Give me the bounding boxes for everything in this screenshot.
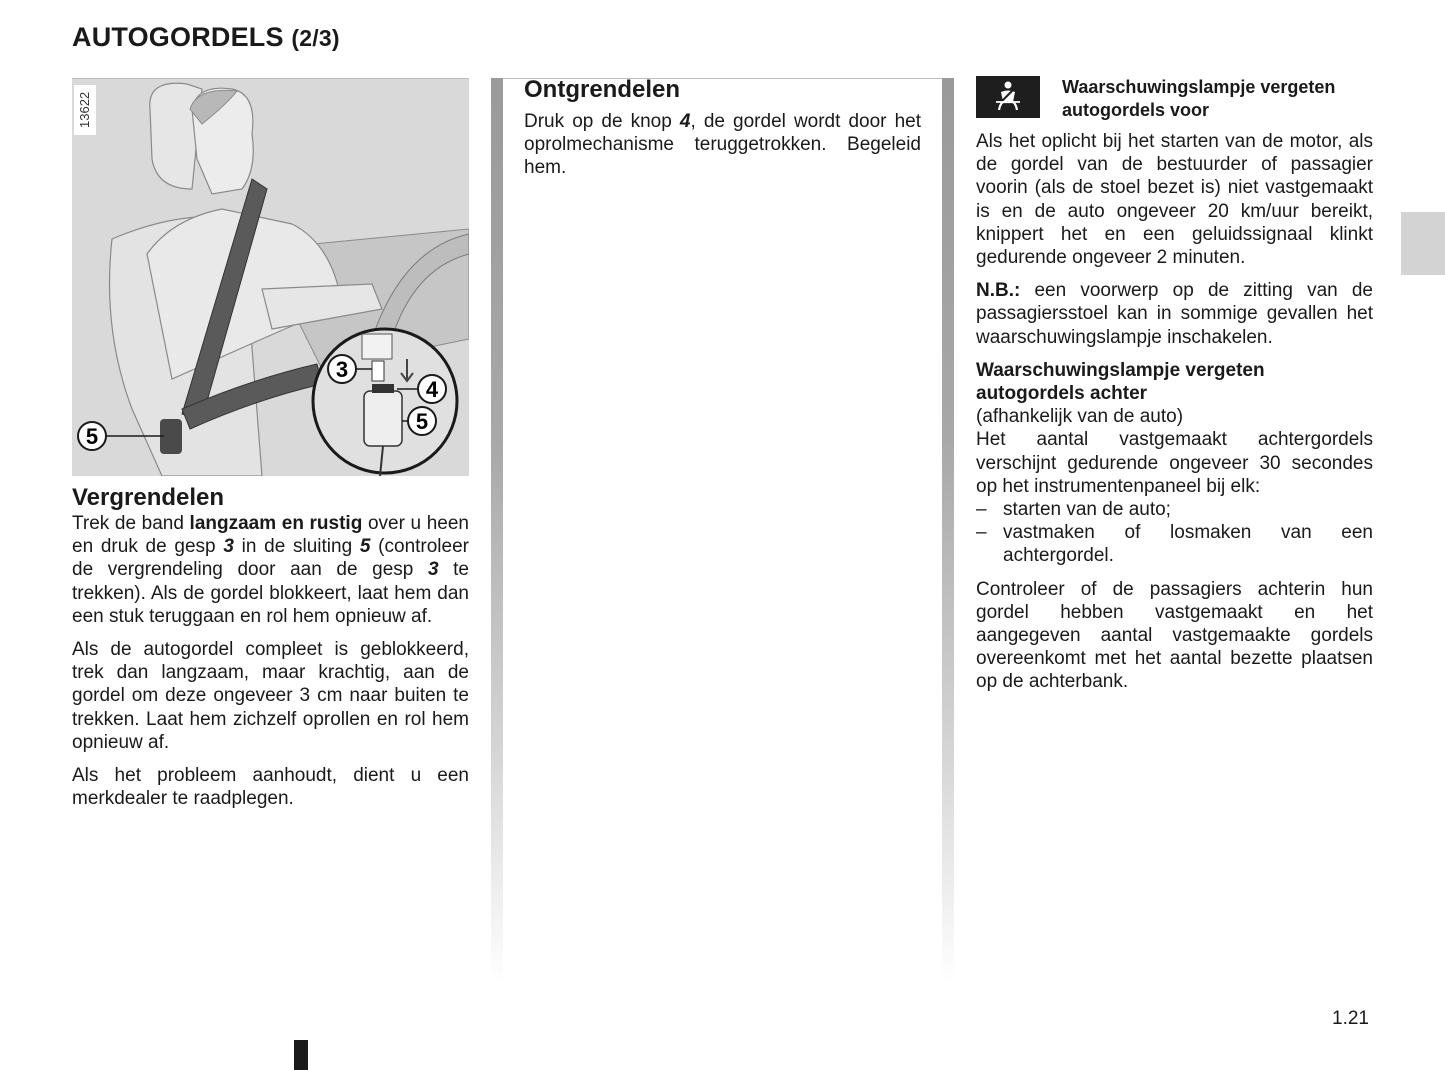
callout-5-inset: 5 xyxy=(415,409,429,434)
list-item: – vastmaken of losmaken van een achtergordel. xyxy=(976,521,1373,567)
list-item: – starten van de auto; xyxy=(976,498,1373,521)
text: over u heen en druk de gesp xyxy=(72,513,469,558)
callout-4: 4 xyxy=(425,377,439,402)
seatbelt-illustration xyxy=(72,79,469,476)
note-text: een voorwerp op de zitting van de passagiersstoel kan in sommige gevallen het waarschuwingslampje inschakelen. xyxy=(976,280,1373,348)
callout-3: 3 xyxy=(335,357,349,382)
reference-number: 4 xyxy=(679,111,691,132)
paragraph xyxy=(524,110,921,180)
emphasis: langzaam en rustig xyxy=(189,513,363,534)
paragraph: Het aantal vastgemaakt achtergordels verschijnt gedurende ongeveer 30 secondes op het instrumentenpaneel bij elk: xyxy=(976,429,1373,497)
paragraph: Als het probleem aanhoudt, dient u een merkdealer te raadplegen. xyxy=(72,765,469,810)
section-heading: Vergrendelen xyxy=(72,484,225,511)
condition-list xyxy=(976,498,1373,568)
subsection-heading: Waarschuwingslampje vergeten autogordels achter xyxy=(976,359,1265,405)
section-ontgrendelen xyxy=(524,76,921,190)
availability-note: (afhankelijk van de auto) xyxy=(976,406,1184,428)
page-title-main: AUTOGORDELS xyxy=(72,22,284,52)
section-vergrendelen xyxy=(72,484,469,820)
text: , de gordel wordt door het oprolmechanisme teruggetrokken. Begeleid hem. xyxy=(524,111,922,179)
paragraph: Als het oplicht bij het starten van de motor, als de gordel van de bestuurder of passagier voorin (als de stoel bezet is) niet vastgemaakt is en de auto ongeveer 20 km/uur bereikt, knippert het en een geluidssignaal klinkt gedurende ongeveer 2 minuten. xyxy=(976,131,1373,269)
reference-number: 3 xyxy=(223,536,234,558)
reference-number: 5 xyxy=(359,536,371,558)
illustration-drawing xyxy=(72,79,469,476)
page-title xyxy=(72,22,340,53)
callout-5: 5 xyxy=(85,424,99,449)
text: in de sluiting xyxy=(233,536,360,558)
warning-header xyxy=(976,76,1373,122)
paragraph: Als de autogordel compleet is geblokkeerd, trek dan langzaam, maar krachtig, aan de gordel om deze ongeveer 3 cm naar buiten te trekken. Laat hem zichzelf oprollen en rol hem opnieuw af. xyxy=(72,639,469,753)
page-title-part: (2/3) xyxy=(291,25,340,51)
text: Trek de band xyxy=(72,513,190,534)
crop-mark xyxy=(294,1040,308,1070)
seatbelt-warning-icon xyxy=(976,76,1040,118)
paragraph xyxy=(72,512,469,628)
section-warning-lamps xyxy=(976,76,1373,704)
text: (controleer de vergrendeling door aan de gesp xyxy=(72,536,469,581)
page-number: 1.21 xyxy=(1332,1008,1369,1029)
figure-id: 13622 xyxy=(74,85,96,135)
reference-number: 3 xyxy=(427,559,439,581)
note-label: N.B.: xyxy=(976,280,1021,302)
paragraph: Controleer of de passagiers achterin hun gordel hebben vastgemaakt en het aangegeven aantal vastgemaakte gordels overeenkomt met het aantal bezette plaatsen op de achterbank. xyxy=(976,578,1373,693)
text: te trekken). Als de gordel blokkeert, laat hem dan een stuk teruggaan en rol hem opnieuw af. xyxy=(72,559,469,627)
note xyxy=(976,279,1373,349)
column-separator-bar xyxy=(491,78,503,983)
section-heading: Ontgrendelen xyxy=(524,76,681,103)
column-separator-bar xyxy=(942,78,954,983)
warning-title: Waarschuwingslampje vergeten autogordels voor xyxy=(1062,77,1336,120)
chapter-tab-marker xyxy=(1401,212,1445,275)
text: Druk op de knop xyxy=(524,111,680,132)
